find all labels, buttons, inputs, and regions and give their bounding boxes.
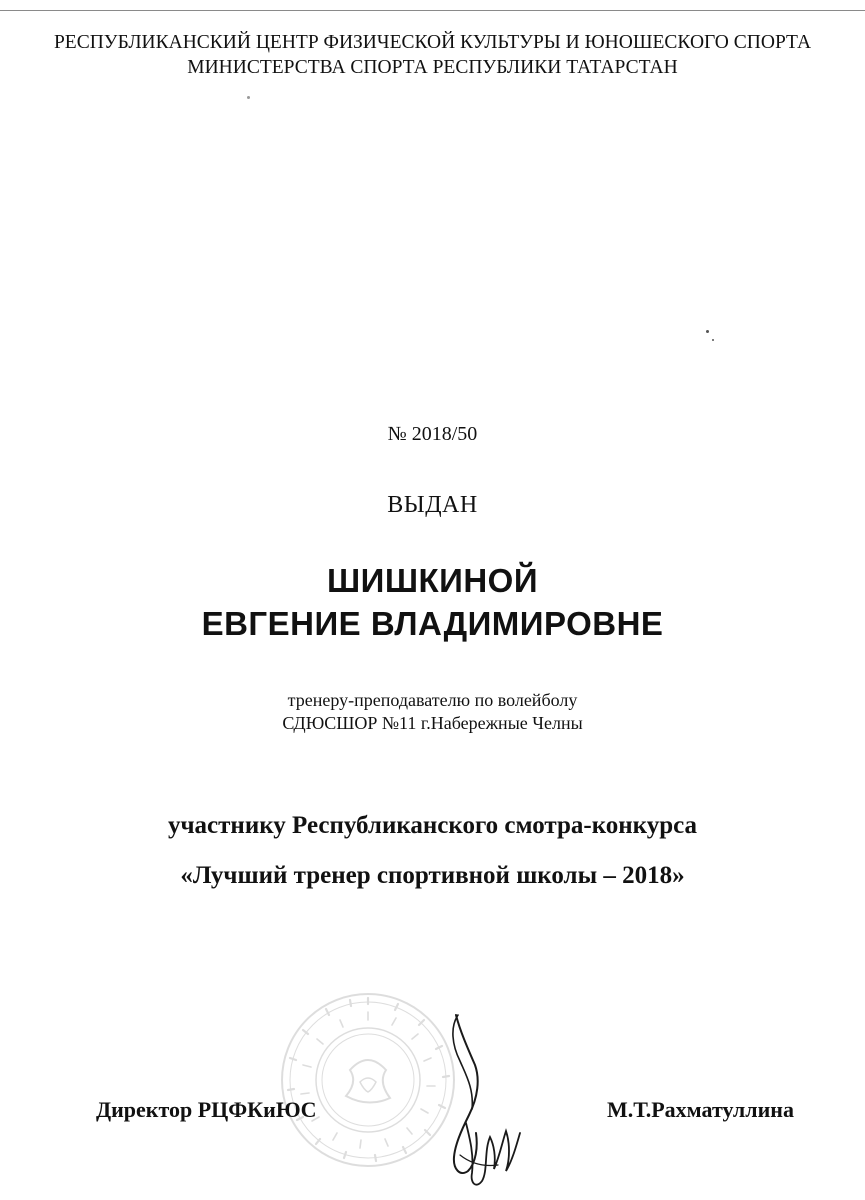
recipient-given-names: ЕВГЕНИЕ ВЛАДИМИРОВНЕ [201, 605, 664, 642]
scan-speck [706, 330, 709, 333]
signatory-name: М.Т.Рахматуллина [607, 1097, 794, 1122]
contest-title: «Лучший тренер спортивной школы – 2018» [180, 862, 685, 889]
recipient-surname: ШИШКИНОЙ [326, 562, 539, 599]
contest-participant-line: участнику Республиканского смотра-конкурса [167, 812, 698, 839]
recipient-position: тренеру-преподавателю по волейболу [287, 690, 578, 710]
certificate-number: № 2018/50 [387, 423, 478, 445]
scan-speck [247, 96, 250, 99]
recipient-organization: СДЮСШОР №11 г.Набережные Челны [282, 713, 583, 733]
director-signature [420, 1005, 540, 1195]
signatory-title: Директор РЦФКиЮС [96, 1097, 317, 1122]
issued-label: ВЫДАН [387, 492, 478, 518]
issuer-name-line-2: МИНИСТЕРСТВА СПОРТА РЕСПУБЛИКИ ТАТАРСТАН [187, 57, 678, 78]
scan-speck [712, 339, 714, 341]
issuer-name-line-1: РЕСПУБЛИКАНСКИЙ ЦЕНТР ФИЗИЧЕСКОЙ КУЛЬТУРЫ И ЮНОШЕСКОГО СПОРТА [53, 32, 812, 53]
top-border-line [0, 10, 865, 11]
